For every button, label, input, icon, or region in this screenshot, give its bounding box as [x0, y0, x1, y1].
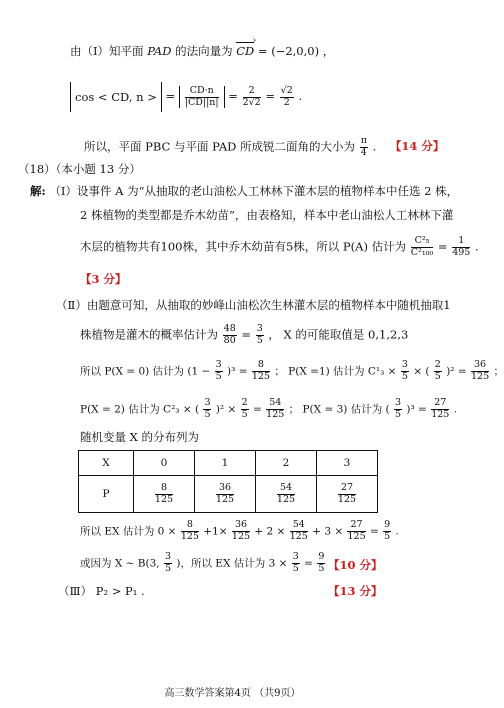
score-badge: 【3 分】: [80, 272, 127, 286]
table-cell: $\frac{36}{125}$: [195, 476, 256, 513]
table-cell: X: [79, 451, 134, 476]
text: 所以，平面 PBC 与平面 PAD 所成锐二面角的大小为: [84, 139, 356, 154]
equals: =: [241, 327, 252, 342]
fraction: $\frac{3}{5}$: [204, 397, 211, 420]
fraction: $\frac{8}{125}$: [180, 519, 199, 542]
fraction-pi-4: $\frac{\pi}{4}$: [360, 135, 367, 158]
fraction: $\frac{2}{5}$: [434, 359, 441, 382]
table-cell: $\frac{54}{125}$: [256, 476, 317, 513]
abs-fraction: [179, 86, 225, 109]
solution-line-1: [30, 184, 458, 198]
binomial-line: 或因为 X ~ B(3, $\frac{3}{5}$ )，所以 EX 估计为 3 × $\frac{3}{5}$ = $\frac{9}{5}$: [80, 551, 325, 574]
page-footer: 高三数学答案第4页 （共9页）: [164, 688, 301, 699]
fraction: $\frac{3}{5}$: [395, 397, 402, 420]
fraction: $\frac{√2}{2}$: [280, 84, 293, 108]
fraction: $\frac{3}{5}$: [215, 359, 222, 382]
prob-x0-x1-line: 所以 P(X = 0) 估计为 (1 − $\frac{3}{5}$ )³ = $\frac{8}{125}$ ； P(X =1) 估计为 C¹₃ × $\frac{3}{5}$ × ( $\frac{2}{5}$ )² = $\frac{36}{125}$ ；: [80, 359, 504, 382]
fraction: $\frac{2}{5}$: [241, 397, 248, 420]
part2-line-2: [80, 324, 408, 347]
table-row: [79, 476, 378, 513]
fraction: $\frac{3}{5}$: [164, 551, 172, 574]
table-cell: 2: [256, 451, 317, 476]
text: ， X 的可能取值是 0,1,2,3: [268, 327, 409, 342]
solution-label: 解:: [30, 184, 46, 198]
fraction: $\frac{3}{5}$: [292, 551, 299, 574]
fraction: $\frac{1}{495}$: [452, 235, 471, 258]
question-18-header: （18）（本小题 13 分）: [18, 162, 141, 176]
fraction: $\frac{9}{5}$: [318, 551, 325, 574]
part2-line-1: （Ⅱ）由题意可知，从抽取的妙峰山油松次生林灌木层的植物样本中随机抽取1: [56, 298, 451, 312]
table-cell: $\frac{8}{125}$: [134, 476, 195, 513]
text: = (−2,0,0) ，: [257, 44, 335, 58]
period: .: [372, 139, 377, 154]
fraction: $\frac{2}{2√2}$: [242, 84, 261, 108]
fraction: $\frac{54}{125}$: [266, 397, 285, 420]
period: .: [475, 239, 479, 254]
text: 的法向量为: [175, 44, 233, 58]
fraction: $\frac{CD\cdot n}{|CD||n|}$: [184, 84, 219, 108]
line-normal-vector: [70, 44, 334, 58]
score-badge: 【14 分】: [389, 139, 445, 154]
line-cosine: [70, 82, 302, 112]
fraction: $\frac{27}{125}$: [431, 397, 450, 420]
fraction: $\frac{9}{5}$: [384, 519, 391, 542]
plane-name: PAD: [147, 44, 172, 58]
equals: =: [165, 89, 176, 103]
table-cell: $\frac{27}{125}$: [317, 476, 378, 513]
period: .: [298, 89, 303, 103]
fraction: $\frac{48}{80}$: [223, 323, 236, 346]
table-cell: 1: [195, 451, 256, 476]
fraction: $\frac{54}{125}$: [289, 519, 308, 542]
fraction: $\frac{3}{5}$: [256, 323, 263, 346]
equals: =: [437, 239, 448, 254]
score-badge: 【10 分】: [328, 558, 383, 572]
fraction: $\frac{8}{125}$: [251, 359, 270, 382]
part3-line: （Ⅲ） P₂ > P₁ .: [58, 584, 145, 598]
line-dihedral-angle: [84, 136, 444, 159]
fraction: $\frac{\text{C²₅}}{\text{C²₁₀₀}}$: [410, 235, 434, 258]
fraction: $\frac{36}{125}$: [470, 359, 490, 382]
text: 株植物是灌木的概率估计为: [80, 327, 218, 342]
equals: =: [265, 89, 276, 103]
solution-line-3: [80, 236, 479, 259]
text: 由（Ⅰ）知平面: [70, 44, 144, 58]
score-badge: 【13 分】: [328, 584, 383, 598]
vector-cd: CD ›: [236, 44, 254, 58]
fraction: $\frac{27}{125}$: [347, 519, 366, 542]
expectation-line: 所以 EX 估计为 0 × $\frac{8}{125}$ +1× $\frac{36}{125}$ + 2 × $\frac{54}{125}$ + 3 × $\frac{27}{125}$ = $\frac{9}{5}$ .: [80, 519, 399, 542]
fraction: $\frac{3}{5}$: [401, 359, 408, 382]
table-header-row: [79, 451, 378, 476]
fraction: $\frac{36}{125}$: [231, 519, 251, 542]
prob-x2-x3-line: P(X = 2) 估计为 C²₃ × ( $\frac{3}{5}$ )² × $\frac{2}{5}$ = $\frac{54}{125}$ ； P(X = 3) 估计为 ( $\frac{3}{5}$ )³ = $\frac{27}{125}$ .: [80, 397, 458, 420]
table-cell: 0: [134, 451, 195, 476]
solution-line-2: 2 株植物的类型都是乔木幼苗”，由表格知，样本中老山油松人工林林下灌: [80, 208, 454, 222]
distribution-title: 随机变量 X 的分布列为: [80, 430, 199, 444]
equals: =: [228, 89, 238, 103]
text: 木层的植物共有100株，其中乔木幼苗有5株，所以 P(A) 估计为: [80, 239, 407, 254]
distribution-table: [78, 450, 378, 513]
text: （Ⅰ）设事件 A 为“从抽取的老山油松人工林林下灌木层的植物样本中任选 2 株，: [49, 184, 459, 198]
table-cell: P: [79, 476, 134, 513]
table-cell: 3: [317, 451, 378, 476]
abs-cos: cos < CD, n >: [70, 82, 162, 112]
